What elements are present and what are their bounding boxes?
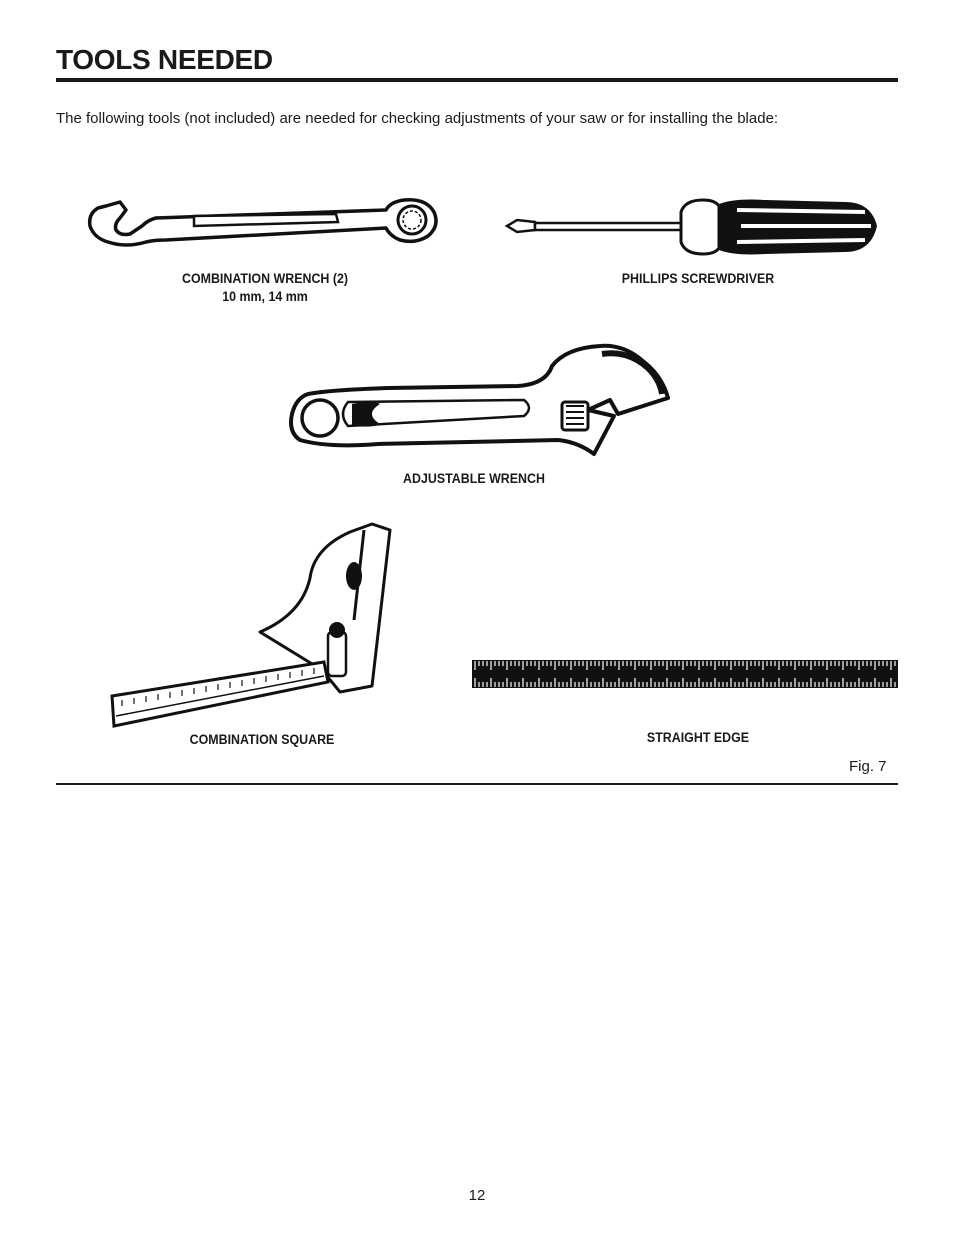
combination-wrench-label-line2: 10 mm, 14 mm xyxy=(222,289,308,304)
combination-square-icon xyxy=(110,520,392,730)
combination-wrench-label xyxy=(150,270,380,306)
heading-rule xyxy=(56,78,898,82)
adjustable-wrench-label: ADJUSTABLE WRENCH xyxy=(403,471,545,486)
straight-edge-label: STRAIGHT EDGE xyxy=(646,730,750,745)
combination-wrench-label-line1: COMBINATION WRENCH (2) xyxy=(181,271,349,286)
phillips-screwdriver-label: PHILLIPS SCREWDRIVER xyxy=(621,271,775,286)
combination-square-label: COMBINATION SQUARE xyxy=(189,732,335,747)
figure-label: Fig. 7 xyxy=(849,758,887,775)
figure-rule xyxy=(56,783,898,785)
adjustable-wrench-icon xyxy=(288,344,670,460)
combination-wrench-icon xyxy=(86,196,442,246)
page-title: TOOLS NEEDED xyxy=(56,44,273,75)
intro-text: The following tools (not included) are needed for checking adjustments of your saw or for installing the blade: xyxy=(56,110,779,127)
phillips-screwdriver-icon xyxy=(505,196,880,258)
page-number: 12 xyxy=(468,1187,486,1204)
straight-edge-icon xyxy=(472,660,898,690)
